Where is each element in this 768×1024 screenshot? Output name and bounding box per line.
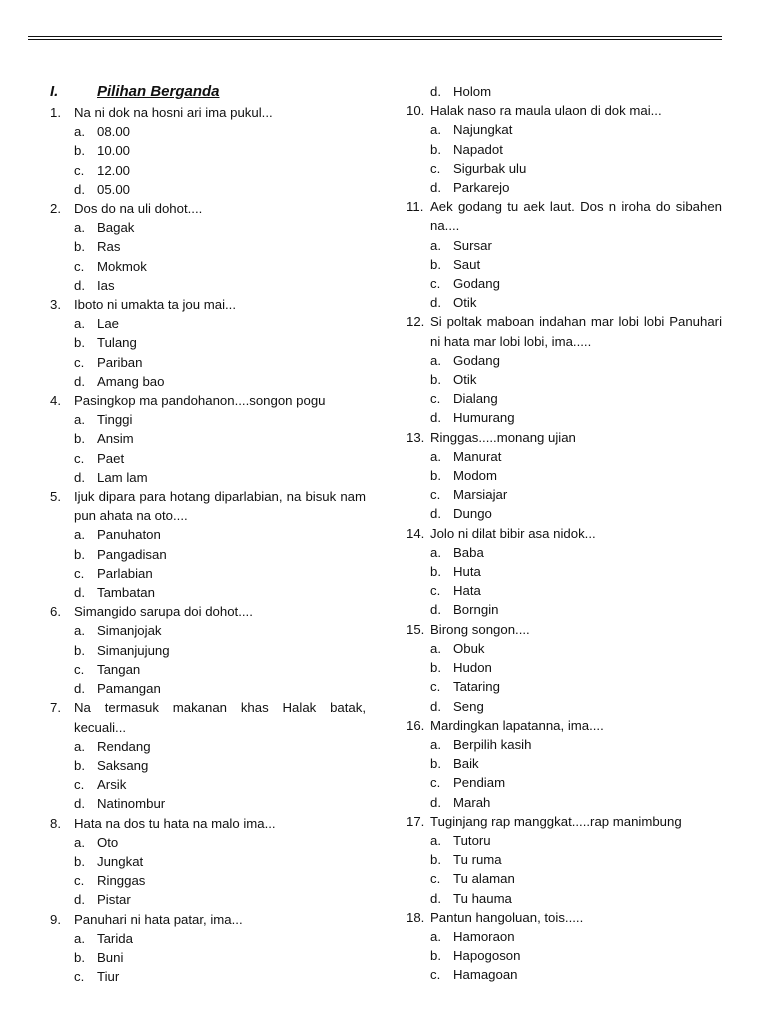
option-letter: b. bbox=[430, 468, 441, 484]
question-text: Jolo ni dilat bibir asa nidok... bbox=[430, 525, 596, 541]
question-text: Pantun hangoluan, tois..... bbox=[430, 909, 584, 925]
option-text: Godang bbox=[453, 352, 500, 368]
answer-option bbox=[50, 314, 366, 333]
option-letter: d. bbox=[74, 469, 85, 485]
option-letter: c. bbox=[74, 354, 85, 370]
answer-option bbox=[50, 122, 366, 141]
option-letter: b. bbox=[430, 141, 441, 157]
option-text: Amang bao bbox=[97, 373, 165, 389]
answer-option bbox=[406, 408, 722, 427]
answer-option bbox=[406, 466, 722, 485]
option-text: Pangadisan bbox=[97, 546, 167, 562]
option-letter: d. bbox=[74, 373, 85, 389]
option-text: Humurang bbox=[453, 410, 515, 426]
option-letter: a. bbox=[430, 544, 441, 560]
option-letter: d. bbox=[74, 277, 85, 293]
option-letter: b. bbox=[74, 431, 85, 447]
option-letter: a. bbox=[74, 738, 85, 754]
option-letter: a. bbox=[430, 640, 441, 656]
question-text: Pasingkop ma pandohanon....songon pogu bbox=[74, 393, 326, 409]
option-text: Dungo bbox=[453, 506, 492, 522]
answer-option bbox=[406, 831, 722, 850]
option-letter: b. bbox=[430, 852, 441, 868]
answer-option bbox=[406, 581, 722, 600]
option-letter: c. bbox=[430, 391, 441, 407]
answer-option bbox=[406, 773, 722, 792]
question-number: 2. bbox=[50, 201, 61, 217]
answer-option bbox=[50, 525, 366, 544]
option-letter: d. bbox=[74, 181, 85, 197]
option-text: Natinombur bbox=[97, 796, 166, 812]
option-letter: c. bbox=[74, 258, 85, 274]
option-letter: b. bbox=[430, 756, 441, 772]
answer-option bbox=[406, 639, 722, 658]
answer-option bbox=[50, 794, 366, 813]
question-1 bbox=[50, 103, 366, 122]
question-number: 5. bbox=[50, 489, 61, 505]
answer-option bbox=[50, 756, 366, 775]
answer-option bbox=[50, 871, 366, 890]
option-letter: a. bbox=[430, 237, 441, 253]
option-letter: d. bbox=[74, 585, 85, 601]
option-letter: c. bbox=[74, 661, 85, 677]
section-heading bbox=[50, 81, 366, 103]
answer-option bbox=[406, 82, 722, 101]
answer-option bbox=[50, 218, 366, 237]
option-letter: d. bbox=[430, 698, 441, 714]
header-rule-top bbox=[28, 36, 722, 37]
answer-option bbox=[50, 545, 366, 564]
option-letter: d. bbox=[430, 84, 441, 99]
answer-option bbox=[406, 793, 722, 812]
option-letter: b. bbox=[74, 335, 85, 351]
question-18 bbox=[406, 908, 722, 927]
option-letter: c. bbox=[430, 967, 441, 983]
option-text: Otik bbox=[453, 295, 477, 311]
question-number: 1. bbox=[50, 105, 61, 120]
option-text: Najungkat bbox=[453, 122, 513, 138]
answer-option bbox=[50, 449, 366, 468]
option-letter: a. bbox=[74, 412, 85, 428]
answer-option bbox=[406, 735, 722, 754]
option-text: Tu alaman bbox=[453, 871, 515, 887]
option-text: Simanjojak bbox=[97, 623, 162, 639]
option-text: Tarida bbox=[97, 930, 133, 946]
option-text: Parkarejo bbox=[453, 180, 510, 196]
question-number: 14. bbox=[406, 525, 425, 541]
option-text: 12.00 bbox=[97, 162, 131, 178]
option-text: Tambatan bbox=[97, 585, 155, 601]
question-text: Iboto ni umakta ta jou mai... bbox=[74, 297, 236, 313]
question-text: Hata na dos tu hata na malo ima... bbox=[74, 815, 276, 831]
answer-option bbox=[406, 850, 722, 869]
option-letter: c. bbox=[74, 873, 85, 889]
answer-option bbox=[50, 852, 366, 871]
option-text: Berpilih kasih bbox=[453, 736, 532, 752]
question-11 bbox=[406, 197, 722, 235]
option-letter: a. bbox=[74, 834, 85, 850]
question-text: Aek godang tu aek laut. Dos n iroha do sibahen na.... bbox=[430, 199, 722, 234]
question-number: 18. bbox=[406, 909, 425, 925]
answer-option bbox=[50, 679, 366, 698]
option-letter: a. bbox=[430, 736, 441, 752]
question-number: 11. bbox=[406, 199, 424, 215]
question-number: 13. bbox=[406, 429, 425, 445]
answer-option bbox=[406, 274, 722, 293]
answer-option bbox=[406, 293, 722, 312]
answer-option bbox=[50, 237, 366, 256]
option-text: Hamoraon bbox=[453, 928, 515, 944]
answer-option bbox=[406, 485, 722, 504]
question-text: Birong songon.... bbox=[430, 621, 530, 637]
answer-option bbox=[406, 658, 722, 677]
question-4 bbox=[50, 391, 366, 410]
option-text: Saksang bbox=[97, 757, 149, 773]
option-text: Dialang bbox=[453, 391, 498, 407]
question-text: Simangido sarupa doi dohot.... bbox=[74, 604, 253, 620]
option-letter: c. bbox=[74, 565, 85, 581]
question-text: Tuginjang rap manggkat.....rap manimbung bbox=[430, 813, 682, 829]
option-text: Arsik bbox=[97, 777, 127, 793]
answer-option bbox=[406, 389, 722, 408]
option-text: Parlabian bbox=[97, 565, 153, 581]
option-text: Buni bbox=[97, 949, 124, 965]
option-text: Bagak bbox=[97, 220, 135, 236]
question-text: Mardingkan lapatanna, ima.... bbox=[430, 717, 604, 733]
question-3 bbox=[50, 295, 366, 314]
option-letter: d. bbox=[430, 410, 441, 426]
option-letter: b. bbox=[74, 143, 85, 159]
answer-option bbox=[50, 775, 366, 794]
option-letter: c. bbox=[430, 487, 441, 503]
option-text: Tulang bbox=[97, 335, 137, 351]
option-letter: d. bbox=[430, 794, 441, 810]
option-letter: a. bbox=[430, 352, 441, 368]
question-number: 12. bbox=[406, 314, 425, 330]
option-letter: d. bbox=[430, 602, 441, 618]
option-text: Napadot bbox=[453, 141, 503, 157]
option-letter: d. bbox=[430, 295, 441, 311]
option-letter: d. bbox=[430, 890, 441, 906]
option-text: Ansim bbox=[97, 431, 134, 447]
answer-option bbox=[406, 562, 722, 581]
answer-option bbox=[50, 621, 366, 640]
option-text: Oto bbox=[97, 834, 119, 850]
left-column bbox=[50, 81, 366, 986]
answer-option bbox=[406, 697, 722, 716]
question-number: 8. bbox=[50, 815, 61, 831]
answer-option bbox=[406, 447, 722, 466]
option-letter: b. bbox=[430, 948, 441, 964]
option-text: Rendang bbox=[97, 738, 151, 754]
option-letter: b. bbox=[74, 546, 85, 562]
question-17 bbox=[406, 812, 722, 831]
section-number: I. bbox=[50, 83, 59, 100]
option-letter: c. bbox=[74, 162, 85, 178]
option-text: Tu ruma bbox=[453, 852, 502, 868]
answer-option bbox=[406, 351, 722, 370]
answer-option bbox=[50, 737, 366, 756]
option-text: Pistar bbox=[97, 892, 131, 908]
option-text: Hudon bbox=[453, 660, 492, 676]
option-letter: c. bbox=[74, 450, 85, 466]
answer-option bbox=[50, 429, 366, 448]
option-letter: c. bbox=[74, 777, 85, 793]
option-letter: c. bbox=[430, 679, 441, 695]
option-text: Tinggi bbox=[97, 412, 133, 428]
header-rule-bottom bbox=[28, 39, 722, 40]
question-8 bbox=[50, 814, 366, 833]
answer-option bbox=[406, 120, 722, 139]
answer-option bbox=[50, 180, 366, 199]
option-text: Godang bbox=[453, 276, 500, 292]
answer-option bbox=[406, 159, 722, 178]
option-text: Panuhaton bbox=[97, 527, 161, 543]
option-letter: a. bbox=[430, 928, 441, 944]
option-letter: d. bbox=[74, 796, 85, 812]
option-text: Lam lam bbox=[97, 469, 148, 485]
option-letter: a. bbox=[430, 122, 441, 138]
option-text: Marah bbox=[453, 794, 491, 810]
answer-option bbox=[50, 833, 366, 852]
option-letter: a. bbox=[74, 220, 85, 236]
answer-option bbox=[406, 255, 722, 274]
option-text: Tu hauma bbox=[453, 890, 512, 906]
option-letter: a. bbox=[74, 623, 85, 639]
question-number: 16. bbox=[406, 717, 425, 733]
question-9 bbox=[50, 910, 366, 929]
option-letter: b. bbox=[430, 372, 441, 388]
option-text: Pendiam bbox=[453, 775, 506, 791]
question-text: Si poltak maboan indahan mar lobi lobi Panuhari ni hata mar lobi lobi, ima..... bbox=[430, 314, 722, 349]
option-letter: a. bbox=[430, 832, 441, 848]
answer-option bbox=[50, 890, 366, 909]
option-text: Ringgas bbox=[97, 873, 146, 889]
option-text: Paet bbox=[97, 450, 125, 466]
option-letter: c. bbox=[430, 160, 441, 176]
option-text: Modom bbox=[453, 468, 497, 484]
option-text: Hapogoson bbox=[453, 948, 521, 964]
answer-option bbox=[50, 276, 366, 295]
option-text: Holom bbox=[453, 84, 492, 99]
option-letter: b. bbox=[74, 853, 85, 869]
answer-option bbox=[406, 140, 722, 159]
option-text: Borngin bbox=[453, 602, 499, 618]
option-text: 05.00 bbox=[97, 181, 131, 197]
option-letter: c. bbox=[430, 871, 441, 887]
question-7 bbox=[50, 698, 366, 736]
option-letter: d. bbox=[430, 506, 441, 522]
option-letter: c. bbox=[74, 969, 85, 985]
option-text: 10.00 bbox=[97, 143, 131, 159]
question-text: Dos do na uli dohot.... bbox=[74, 201, 203, 217]
answer-option bbox=[406, 600, 722, 619]
question-number: 17. bbox=[406, 813, 425, 829]
option-text: Sigurbak ulu bbox=[453, 160, 527, 176]
answer-option bbox=[50, 660, 366, 679]
answer-option bbox=[50, 564, 366, 583]
question-16 bbox=[406, 716, 722, 735]
answer-option bbox=[50, 929, 366, 948]
option-text: Manurat bbox=[453, 448, 502, 464]
option-text: 08.00 bbox=[97, 124, 131, 140]
right-column bbox=[406, 82, 722, 985]
option-text: Otik bbox=[453, 372, 477, 388]
option-text: Saut bbox=[453, 256, 481, 272]
option-text: Huta bbox=[453, 564, 481, 580]
answer-option bbox=[50, 333, 366, 352]
question-13 bbox=[406, 428, 722, 447]
answer-option bbox=[406, 370, 722, 389]
option-text: Ias bbox=[97, 277, 115, 293]
option-text: Pariban bbox=[97, 354, 143, 370]
answer-option bbox=[50, 161, 366, 180]
option-letter: a. bbox=[74, 316, 85, 332]
option-text: Obuk bbox=[453, 640, 485, 656]
question-14 bbox=[406, 524, 722, 543]
answer-option bbox=[50, 948, 366, 967]
answer-option bbox=[406, 543, 722, 562]
answer-option bbox=[50, 641, 366, 660]
option-letter: b. bbox=[74, 949, 85, 965]
question-text: Na termasuk makanan khas Halak batak, kecuali... bbox=[74, 700, 366, 735]
option-text: Hata bbox=[453, 583, 481, 599]
answer-option bbox=[406, 927, 722, 946]
answer-option bbox=[406, 677, 722, 696]
option-text: Tangan bbox=[97, 661, 141, 677]
question-number: 10. bbox=[406, 103, 425, 119]
option-letter: d. bbox=[74, 892, 85, 908]
answer-option bbox=[406, 504, 722, 523]
option-letter: b. bbox=[430, 564, 441, 580]
answer-option bbox=[406, 946, 722, 965]
question-12 bbox=[406, 312, 722, 350]
question-text: Na ni dok na hosni ari ima pukul... bbox=[74, 105, 273, 120]
answer-option bbox=[50, 410, 366, 429]
question-text: Halak naso ra maula ulaon di dok mai... bbox=[430, 103, 662, 119]
option-text: Lae bbox=[97, 316, 120, 332]
answer-option bbox=[50, 141, 366, 160]
answer-option bbox=[406, 869, 722, 888]
option-text: Sursar bbox=[453, 237, 492, 253]
option-text: Mokmok bbox=[97, 258, 147, 274]
option-letter: c. bbox=[430, 276, 441, 292]
option-letter: b. bbox=[74, 642, 85, 658]
option-letter: a. bbox=[74, 930, 85, 946]
question-number: 9. bbox=[50, 911, 61, 927]
option-text: Pamangan bbox=[97, 681, 161, 697]
option-letter: d. bbox=[430, 180, 441, 196]
answer-option bbox=[406, 889, 722, 908]
option-text: Simanjujung bbox=[97, 642, 170, 658]
question-number: 7. bbox=[50, 700, 61, 716]
question-5 bbox=[50, 487, 366, 525]
question-number: 3. bbox=[50, 297, 61, 313]
answer-option bbox=[406, 178, 722, 197]
answer-option bbox=[50, 468, 366, 487]
option-letter: b. bbox=[74, 757, 85, 773]
option-text: Tutoru bbox=[453, 832, 491, 848]
answer-option bbox=[50, 372, 366, 391]
option-text: Tataring bbox=[453, 679, 500, 695]
option-letter: c. bbox=[430, 583, 441, 599]
option-letter: a. bbox=[74, 124, 85, 140]
answer-option bbox=[50, 967, 366, 986]
answer-option bbox=[406, 754, 722, 773]
option-letter: d. bbox=[74, 681, 85, 697]
answer-option bbox=[50, 353, 366, 372]
option-text: Marsiajar bbox=[453, 487, 508, 503]
option-letter: a. bbox=[430, 448, 441, 464]
option-letter: a. bbox=[74, 527, 85, 543]
option-text: Baba bbox=[453, 544, 484, 560]
question-text: Ringgas.....monang ujian bbox=[430, 429, 576, 445]
question-10 bbox=[406, 101, 722, 120]
question-6 bbox=[50, 602, 366, 621]
question-text: Ijuk dipara para hotang diparlabian, na bisuk nam pun ahata na oto.... bbox=[74, 489, 366, 524]
option-letter: b. bbox=[74, 239, 85, 255]
answer-option bbox=[406, 236, 722, 255]
option-letter: c. bbox=[430, 775, 441, 791]
option-text: Seng bbox=[453, 698, 484, 714]
question-number: 15. bbox=[406, 621, 425, 637]
section-title: Pilihan Berganda bbox=[97, 83, 220, 100]
question-2 bbox=[50, 199, 366, 218]
option-letter: b. bbox=[430, 256, 441, 272]
answer-option bbox=[406, 965, 722, 984]
answer-option bbox=[50, 257, 366, 276]
question-number: 4. bbox=[50, 393, 61, 409]
option-text: Hamagoan bbox=[453, 967, 518, 983]
option-text: Jungkat bbox=[97, 853, 144, 869]
option-text: Ras bbox=[97, 239, 121, 255]
option-text: Tiur bbox=[97, 969, 120, 985]
question-text: Panuhari ni hata patar, ima... bbox=[74, 911, 243, 927]
question-number: 6. bbox=[50, 604, 61, 620]
option-text: Baik bbox=[453, 756, 479, 772]
option-letter: b. bbox=[430, 660, 441, 676]
question-15 bbox=[406, 620, 722, 639]
answer-option bbox=[50, 583, 366, 602]
